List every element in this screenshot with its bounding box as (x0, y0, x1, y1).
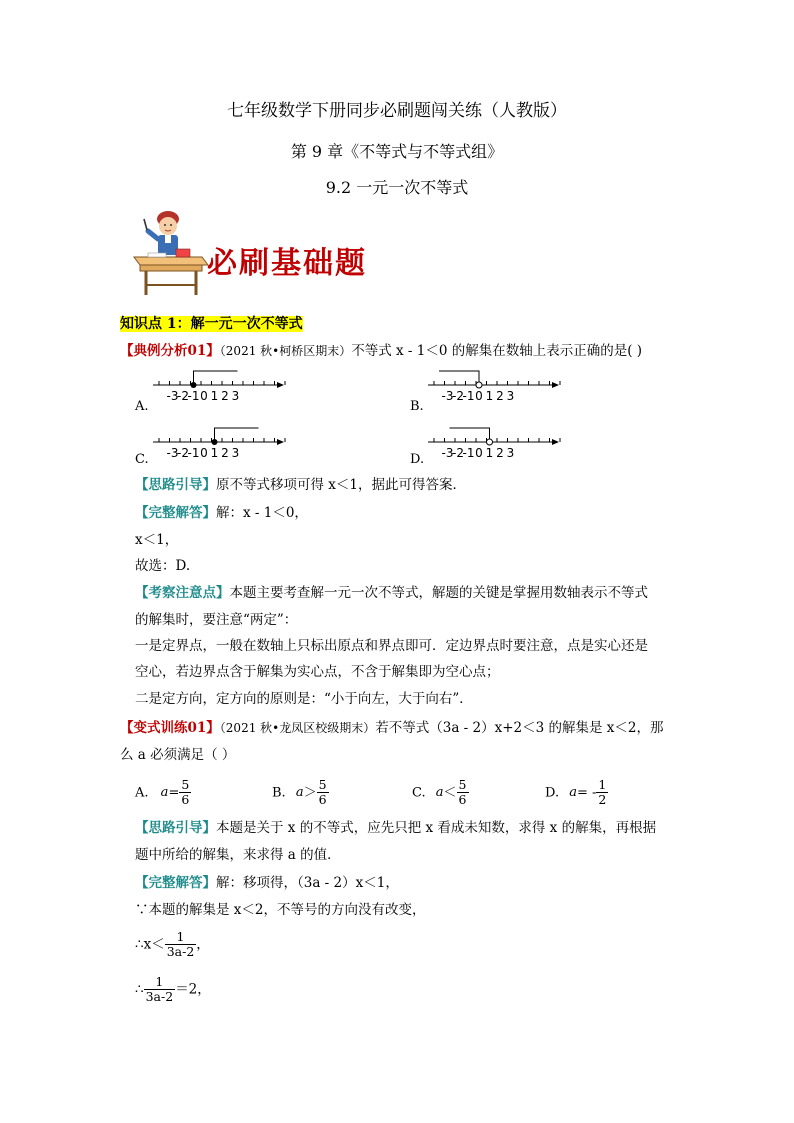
variant-option-d-label: D. (545, 785, 560, 801)
variant-1-question (120, 722, 664, 736)
option-b-number-line (426, 363, 566, 413)
tick-label: 2 (221, 389, 229, 403)
note-line-4: 空心，若边界点含于解集为实心点，不含于解集即为空心点； (135, 664, 500, 680)
tick-label: -1 (187, 446, 200, 460)
fraction-denominator: 6 (318, 792, 327, 808)
note-line-1: 本题主要考查解一元一次不等式，解题的关键是掌握用数轴表示不等式 (229, 585, 648, 601)
answer-3-suffix: ， (196, 936, 210, 953)
tick-label: 2 (221, 446, 229, 460)
tick-label: -1 (187, 389, 200, 403)
answer-tag: 【完整解答】 (135, 505, 216, 521)
variant-option-a-rel: = (168, 785, 180, 801)
tick-label: -1 (462, 389, 475, 403)
variant-option-b-rel: ＞ (303, 785, 317, 801)
variant-answer-line-3 (135, 930, 210, 960)
example-1-question (120, 345, 642, 359)
answer-line-2: x＜1， (135, 532, 179, 548)
variant-1-tag: 【变式训练01】 (120, 720, 220, 736)
chapter-title: 第 9 章《不等式与不等式组》 (290, 142, 504, 161)
variant-option-a[interactable] (135, 778, 191, 808)
variant-option-d[interactable] (545, 778, 608, 808)
tick-label: -3 (166, 446, 179, 460)
option-d-label: D. (410, 452, 425, 467)
fraction-numerator: 1 (598, 777, 607, 792)
banner-heading: 必刷基础题 (207, 246, 367, 281)
tick-label: 0 (475, 446, 483, 460)
tick-label: 3 (506, 446, 515, 460)
variant-option-c[interactable] (412, 778, 469, 808)
axis-arrow (277, 439, 284, 445)
example-1-answer (135, 507, 308, 521)
fraction-numerator: 1 (176, 929, 185, 944)
note-tag: 【考察注意点】 (135, 585, 230, 601)
answer-line-3: 故选：D. (135, 558, 191, 574)
example-1-source: （2021 秋•柯桥区期末） (219, 344, 352, 358)
tick-label: -2 (452, 446, 464, 460)
tick-label: 1 (485, 389, 494, 403)
tick-label: 1 (210, 389, 219, 403)
variant-option-c-label: C. (412, 785, 426, 801)
variant-option-a-var: a (160, 785, 169, 801)
tick-label: 3 (506, 389, 515, 403)
hint-tag: 【思路引导】 (135, 820, 216, 836)
tick-label: -3 (166, 389, 179, 403)
variant-option-a-label: A. (135, 785, 149, 801)
fraction-denominator: 3a-2 (145, 989, 174, 1005)
variant-1-answer (135, 877, 399, 891)
hollow-point (487, 439, 493, 445)
section-title: 9.2 一元一次不等式 (325, 178, 469, 197)
note-line-3: 一是定界点，一般在数轴上只标出原点和界点即可．定边界点时要注意，点是实心还是 (135, 638, 648, 654)
variant-option-a-fraction (179, 778, 191, 808)
tick-label: -3 (441, 446, 454, 460)
tick-label: -2 (452, 389, 464, 403)
variant-hint-line-1: 本题是关于 x 的不等式，应先只把 x 看成未知数，求得 x 的解集，再根据 (216, 820, 657, 836)
variant-option-c-rel: ＜ (443, 785, 457, 801)
variant-1-question-line-2: 么 a 必须满足（ ） (120, 747, 236, 763)
option-b-label: B. (410, 399, 424, 414)
variant-option-d-fraction (596, 778, 608, 808)
fraction-numerator: 5 (318, 777, 327, 792)
student-at-desk-illustration (130, 205, 210, 297)
solution-ray (194, 371, 238, 385)
variant-answer-line-2: ∵本题的解集是 x＜2，不等号的方向没有改变， (135, 902, 426, 918)
example-1-question-text: 不等式 x - 1＜0 的解集在数轴上表示正确的是( ) (351, 343, 643, 359)
solution-ray (215, 428, 259, 442)
variant-option-b-fraction (317, 778, 329, 808)
variant-option-d-rel: = - (577, 785, 597, 801)
tick-label: -1 (462, 446, 475, 460)
axis-arrow (552, 382, 559, 388)
fraction-numerator: 1 (155, 974, 164, 989)
fraction-denominator: 2 (598, 792, 607, 808)
variant-option-c-fraction (457, 778, 469, 808)
option-c-number-line (151, 420, 291, 470)
hollow-point (476, 382, 482, 388)
tick-label: 1 (210, 446, 219, 460)
solid-point (212, 439, 218, 445)
variant-option-b-label: B. (272, 785, 286, 801)
fraction-denominator: 3a-2 (166, 944, 195, 960)
answer-tag: 【完整解答】 (135, 875, 216, 891)
variant-option-b-var: a (295, 785, 304, 801)
tick-label: 2 (496, 389, 504, 403)
variant-option-d-var: a (569, 785, 577, 801)
example-1-tag: 【典例分析01】 (120, 343, 220, 359)
variant-1-question-line-1: 若不等式（3a - 2）x+2＜3 的解集是 x＜2，那 (375, 720, 664, 736)
fraction-denominator: 6 (181, 792, 190, 808)
variant-answer-line-1: 解：移项得，（3a - 2）x＜1， (216, 875, 399, 891)
knowledge-point-label: 知识点 1：解一元一次不等式 (120, 316, 303, 332)
option-a-number-line (151, 363, 291, 413)
answer-3-fraction (165, 930, 197, 960)
tick-label: 2 (496, 446, 504, 460)
tick-label: 0 (475, 389, 483, 403)
tick-label: -3 (441, 389, 454, 403)
answer-line-1: 解：x - 1＜0， (216, 505, 308, 521)
note-line-5: 二是定方向，定方向的原则是：“小于向左，大于向右”． (135, 691, 473, 707)
answer-4-prefix: ∴ (135, 981, 144, 998)
variant-1-source: （2021 秋•龙凤区校级期末） (219, 721, 376, 735)
document-title: 七年级数学下册同步必刷题闯关练（人教版） (227, 101, 567, 121)
option-c-label: C. (135, 452, 149, 467)
fraction-denominator: 6 (458, 792, 467, 808)
tick-label: 0 (200, 446, 208, 460)
variant-1-hint (135, 822, 656, 836)
hint-text: 原不等式移项可得 x＜1，据此可得答案． (216, 477, 466, 493)
fraction-numerator: 5 (458, 777, 467, 792)
variant-answer-line-4 (135, 975, 211, 1005)
tick-label: 1 (485, 446, 494, 460)
variant-option-b[interactable] (272, 778, 329, 808)
tick-label: -2 (177, 446, 189, 460)
answer-3-prefix: ∴x＜ (135, 936, 165, 953)
answer-4-suffix: ＝2， (175, 981, 211, 998)
example-1-hint (135, 479, 466, 493)
note-line-2: 的解集时，要注意“两定”： (135, 612, 298, 628)
fraction-numerator: 5 (181, 777, 190, 792)
option-d-number-line (426, 420, 566, 470)
tick-label: 3 (231, 389, 240, 403)
tick-label: -2 (177, 389, 189, 403)
tick-label: 0 (200, 389, 208, 403)
hint-tag: 【思路引导】 (135, 477, 216, 493)
example-1-note (135, 587, 648, 601)
variant-hint-line-2: 题中所给的解集，来求得 a 的值． (135, 847, 341, 863)
axis-arrow (277, 382, 284, 388)
variant-option-c-var: a (435, 785, 444, 801)
solid-point (191, 382, 197, 388)
axis-arrow (552, 439, 559, 445)
option-a-label: A. (135, 399, 149, 414)
answer-4-fraction (144, 975, 176, 1005)
tick-label: 3 (231, 446, 240, 460)
